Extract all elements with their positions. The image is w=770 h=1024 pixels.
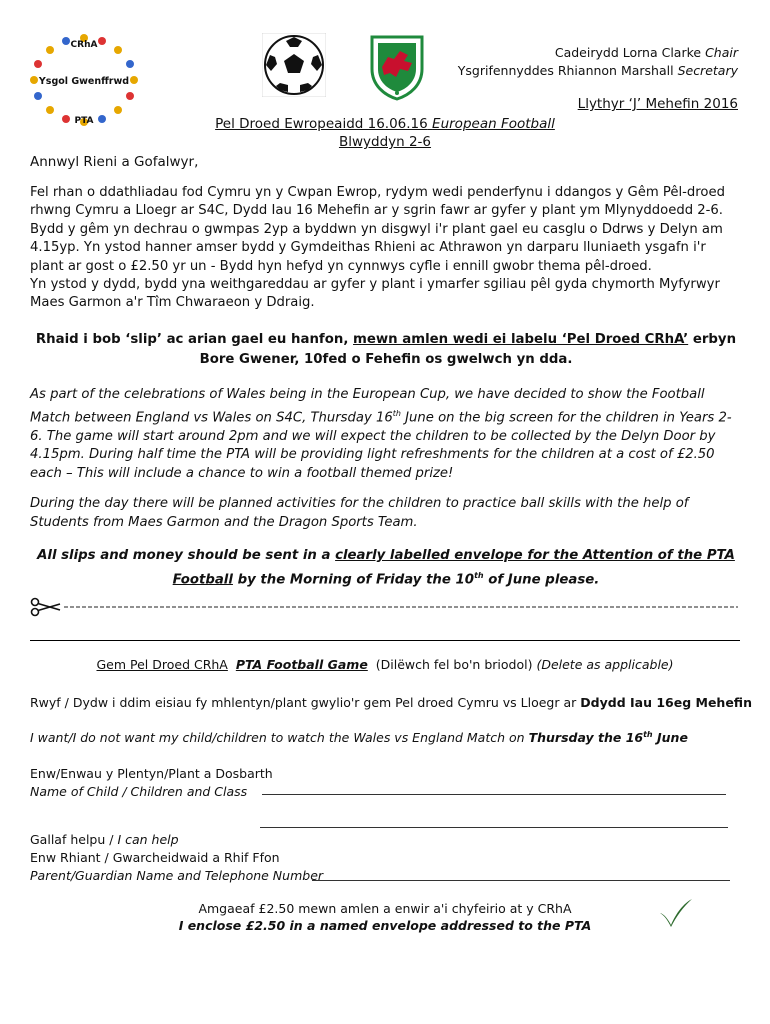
scissors-icon (32, 599, 61, 616)
parent-name-phone-field[interactable] (312, 880, 730, 881)
english-p1-part2: June on the big screen for the children in Years 2-6. The game will start around 2pm and we will expect the children to be collected by the Delyn Door by 4.15pm. During half time the PTA will be providing light refreshments for the children at a cost of £2.50 each – This will include a chance to win a football themed prize! (30, 409, 732, 481)
welsh-note-envelope: mewn amlen wedi ei labelu ‘Pel Droed CRhA’ (353, 332, 689, 347)
chair-name: Cadeirydd Lorna Clarke (554, 45, 702, 60)
help-line (30, 831, 323, 849)
title-year-groups: Blwyddyn 2-6 (338, 134, 432, 150)
english-permission-date: Thursday the 16 (528, 730, 644, 746)
english-paragraph-2: During the day there will be planned activities for the children to practice ball skills with the help of Students from Maes Garmon and the Dragon Sports Team. (30, 496, 689, 530)
letter-title (0, 115, 770, 151)
child-label-english: Name of Child / Children and Class (30, 784, 248, 799)
child-name-labels (30, 765, 273, 801)
enclose-english: I enclose £2.50 in a named envelope addressed to the PTA (178, 918, 592, 933)
english-paragraph-1 (30, 386, 742, 483)
slip-title (0, 657, 770, 672)
slip-title-welsh: Gem Pel Droed CRhA (96, 657, 228, 672)
parent-labels (30, 831, 323, 885)
enclose-welsh: Amgaeaf £2.50 mewn amlen a enwir a'i chyfeirio at y CRhA (198, 901, 572, 916)
title-line-1 (0, 115, 770, 133)
checkmark-icon (658, 897, 694, 929)
committee-block (458, 44, 738, 80)
parent-label-welsh: Enw Rhiant / Gwarcheidwaid a Rhif Ffon (30, 850, 280, 865)
english-permission-month: June (652, 730, 688, 746)
chair-role: Chair (705, 45, 738, 60)
slip-delete-english: (Delete as applicable) (536, 657, 674, 672)
english-permission-line (30, 730, 688, 745)
child-label-welsh: Enw/Enwau y Plentyn/Plant a Dosbarth (30, 766, 273, 781)
title-english: European Football (432, 116, 555, 132)
english-note-sup: th (474, 571, 484, 580)
welsh-body (30, 184, 742, 313)
title-welsh: Pel Droed Ewropeaidd 16.06.16 (215, 116, 428, 132)
welsh-paragraph-1: Fel rhan o ddathliadau fod Cymru yn y Cwpan Ewrop, rydym wedi penderfynu i ddangos y Gêm Pêl-droed rhwng Cymru a Lloegr ar S4C, Dydd Iau 16 Mehefin ar y sgrin fawr ar gyfer y plant ym Mlynyddoedd 2-6. Bydd y gêm yn dechrau o gwmpas 2yp a byddwn yn disgwyl i'r plant gael eu casglu o Ddrws y Delyn am 4.15yp. Yn ystod hanner amser bydd y Gymdeithas Rhieni ac Athrawon yn darparu lluniaeth ysgafn i'r plant ar gost o £2.50 yr un - Bydd hyn hefyd yn cynnwys cyfle i ennill gwobr thema pêl-droed. (30, 185, 725, 274)
english-p1-part1: As part of the celebrations of Wales being in the European Cup, we have decided to show the Football Match between England vs Wales on S4C, Thursday 16 (30, 387, 705, 425)
child-name-field[interactable] (262, 794, 726, 795)
secretary-line (458, 62, 738, 80)
welsh-instruction (30, 330, 742, 370)
secretary-role: Secretary (677, 63, 738, 78)
english-note-part1: All slips and money should be sent in a (37, 548, 331, 563)
pta-logo-bottom-text: PTA (74, 116, 94, 126)
wales-fa-crest-icon (364, 33, 430, 101)
chair-line (458, 44, 738, 62)
greeting: Annwyl Rieni a Gofalwyr, (30, 154, 199, 170)
cut-line (30, 597, 740, 617)
welsh-note-part1: Rhaid i bob ‘slip’ ac arian gael eu hanfon, (35, 332, 349, 347)
welsh-permission-line (30, 695, 752, 710)
english-permission-sup: th (643, 730, 653, 739)
welsh-permission-text: Rwyf / Dydw i ddim eisiau fy mhlentyn/plant gwylio'r gem Pel droed Cymru vs Lloegr ar (30, 695, 577, 710)
pta-logo-school-name: Ysgol Gwenffrwd (38, 76, 130, 87)
slip-title-english: PTA Football Game (235, 657, 368, 672)
letter-reference: Llythyr ‘J’ Mehefin 2016 (577, 96, 738, 112)
child-name-field-2[interactable] (260, 827, 728, 828)
english-note-envelope: clearly labelled envelope for the Attention of the PTA Football (172, 548, 735, 588)
english-instruction (30, 546, 742, 590)
welsh-paragraph-2: Yn ystod y dydd, bydd yna weithgareddau ar gyfer y plant i ymarfer sgiliau pêl gyda chymorth Myfyrwyr Maes Garmon a'r Tîm Chwaraeon y Ddraig. (30, 277, 720, 311)
help-label-welsh: Gallaf helpu / (30, 832, 114, 847)
english-p1-sup: th (392, 408, 401, 418)
divider-rule (30, 640, 740, 641)
pta-logo-top-text: CRhA (70, 40, 98, 50)
enclose-statement (0, 900, 770, 934)
english-note-part4: of June please. (483, 572, 600, 588)
secretary-name: Ysgrifennyddes Rhiannon Marshall (457, 63, 674, 78)
welsh-permission-date: Ddydd Iau 16eg Mehefin (580, 695, 752, 710)
english-note-part3: by the Morning of Friday the 10 (232, 572, 475, 588)
english-permission-text: I want/I do not want my child/children to watch the Wales vs England Match on (30, 730, 525, 746)
slip-delete-welsh: (Dilëwch fel bo'n briodol) (375, 657, 533, 672)
football-icon (262, 33, 326, 97)
parent-label-english: Parent/Guardian Name and Telephone Number (30, 868, 324, 883)
help-label-english: I can help (117, 832, 179, 847)
welsh-note-deadline: erbyn Bore Gwener, 10fed o Fehefin os gwelwch yn dda. (199, 332, 737, 367)
